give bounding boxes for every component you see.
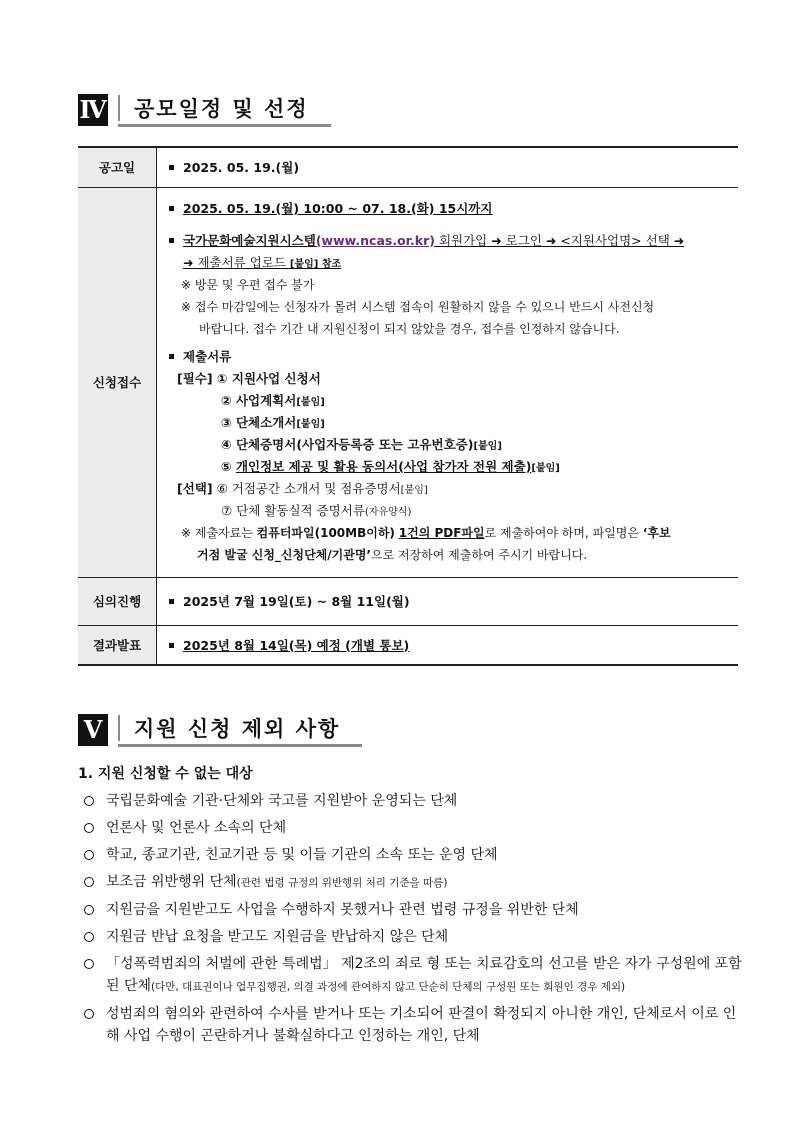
docs-title: 제출서류 — [169, 346, 738, 368]
apply-value — [157, 187, 739, 577]
announce-row — [78, 147, 738, 187]
file-note-line2: 거점 발굴 신청_신청단체/기관명’으로 저장하여 제출하여 주시기 바랍니다. — [197, 548, 588, 562]
circle-bullet-icon — [84, 959, 94, 969]
list-item: 성범죄의 혐의와 관련하여 수사를 받거나 또는 기소되어 판결이 확정되지 아니한 개인, 단체로서 이로 인해 사업 수행이 곤란하거나 불확실하다고 인정하는 개인, 단체 — [84, 1003, 744, 1047]
section-4-numeral: Ⅳ — [79, 95, 107, 124]
result-label: 결과발표 — [78, 625, 157, 665]
list-item: 지원금을 지원받고도 사업을 수행하지 못했거나 관련 법령 규정을 위반한 단체 — [84, 899, 744, 921]
ineligible-list — [84, 790, 744, 1052]
optional-doc-7: ⑦ 단체 활동실적 증명서류(자유양식) — [221, 503, 412, 518]
list-item: 학교, 종교기관, 친교기관 등 및 이들 기관의 소속 또는 운영 단체 — [84, 844, 744, 866]
announce-label: 공고일 — [78, 147, 157, 187]
list-item: 국립문화예술 기관·단체와 국고를 지원받아 운영되는 단체 — [84, 790, 744, 812]
apply-label: 신청접수 — [78, 187, 157, 577]
apply-system-line: 국가문화예술지원시스템(www.ncas.or.kr) 회원가입 ➜ 로그인 ➜ <지원사업명> 선택 ➜ — [169, 230, 738, 252]
apply-note2b: 바랍니다. 접수 기간 내 지원신청이 되지 않았을 경우, 접수를 인정하지 않습니다. — [199, 322, 620, 336]
ncas-link[interactable]: (www.ncas.or.kr) — [315, 233, 435, 248]
list-item: 보조금 위반행위 단체(관련 법령 규정의 위반행위 처리 기준을 따름) — [84, 871, 744, 894]
required-doc-5: ⑤ 개인정보 제공 및 활용 동의서(사업 참가자 전원 제출)[붙임] — [221, 459, 560, 474]
list-item: 지원금 반납 요청을 받고도 지원금을 반납하지 않은 단체 — [84, 926, 744, 948]
file-note-line1: ※ 제출자료는 컴퓨터파일(100MB이하) 1건의 PDF파일로 제출하여야 하며, 파일명은 ‘후보 — [181, 526, 671, 540]
ineligible-heading: 1. 지원 신청할 수 없는 대상 — [78, 766, 253, 782]
circle-bullet-icon — [84, 1009, 94, 1019]
section-5-numeral: Ⅴ — [78, 714, 108, 746]
section-5-title-text: 지원 신청 제외 사항 — [134, 717, 341, 741]
circle-bullet-icon — [84, 932, 94, 942]
announce-value: 2025. 05. 19.(월) — [157, 147, 739, 187]
apply-note2a: ※ 접수 마감일에는 신청자가 몰려 시스템 접속이 원활하지 않을 수 있으니 반드시 사전신청 — [181, 300, 655, 314]
required-doc-3: ③ 단체소개서[붙임] — [221, 415, 325, 430]
list-item: 「성폭력범죄의 처벌에 관한 특례법」 제2조의 죄로 형 또는 치료감호의 선고를 받은 자가 구성원에 포함된 단체(다만, 대표권이나 업무집행권, 의결 과정에 관여하지 않고 단순히 단체의 구성원 또는 회원인 경우 제외) — [84, 953, 744, 998]
required-doc-1: [필수] ① 지원사업 신청서 — [177, 371, 321, 386]
circle-bullet-icon — [84, 796, 94, 806]
apply-period: 2025. 05. 19.(월) 10:00 ~ 07. 18.(화) 15시까지 — [169, 198, 738, 220]
optional-doc-6: [선택] ⑥ 거점공간 소개서 및 점유증명서[붙임] — [177, 481, 428, 496]
list-item: 언론사 및 언론사 소속의 단체 — [84, 817, 744, 839]
required-doc-2: ② 사업계획서[붙임] — [221, 393, 325, 408]
schedule-table — [78, 146, 738, 666]
circle-bullet-icon — [84, 905, 94, 915]
apply-steps2: ➜ 제출서류 업로드 [붙임] 참조 — [183, 255, 342, 270]
review-row — [78, 577, 738, 625]
circle-bullet-icon — [84, 877, 94, 887]
section-4-title — [118, 94, 331, 127]
section-5-title — [118, 714, 362, 747]
apply-note1: ※ 방문 및 우편 접수 불가 — [181, 278, 315, 292]
review-value: 2025년 7월 19일(토) ~ 8월 11일(월) — [157, 577, 739, 625]
circle-bullet-icon — [84, 823, 94, 833]
apply-row — [78, 187, 738, 577]
required-doc-4: ④ 단체증명서(사업자등록증 또는 고유번호증)[붙임] — [221, 437, 502, 452]
result-value: 2025년 8월 14일(목) 예정 (개별 통보) — [157, 625, 739, 665]
section-4-title-text: 공모일정 및 선정 — [134, 97, 309, 121]
review-label: 심의진행 — [78, 577, 157, 625]
result-row — [78, 625, 738, 665]
circle-bullet-icon — [84, 850, 94, 860]
